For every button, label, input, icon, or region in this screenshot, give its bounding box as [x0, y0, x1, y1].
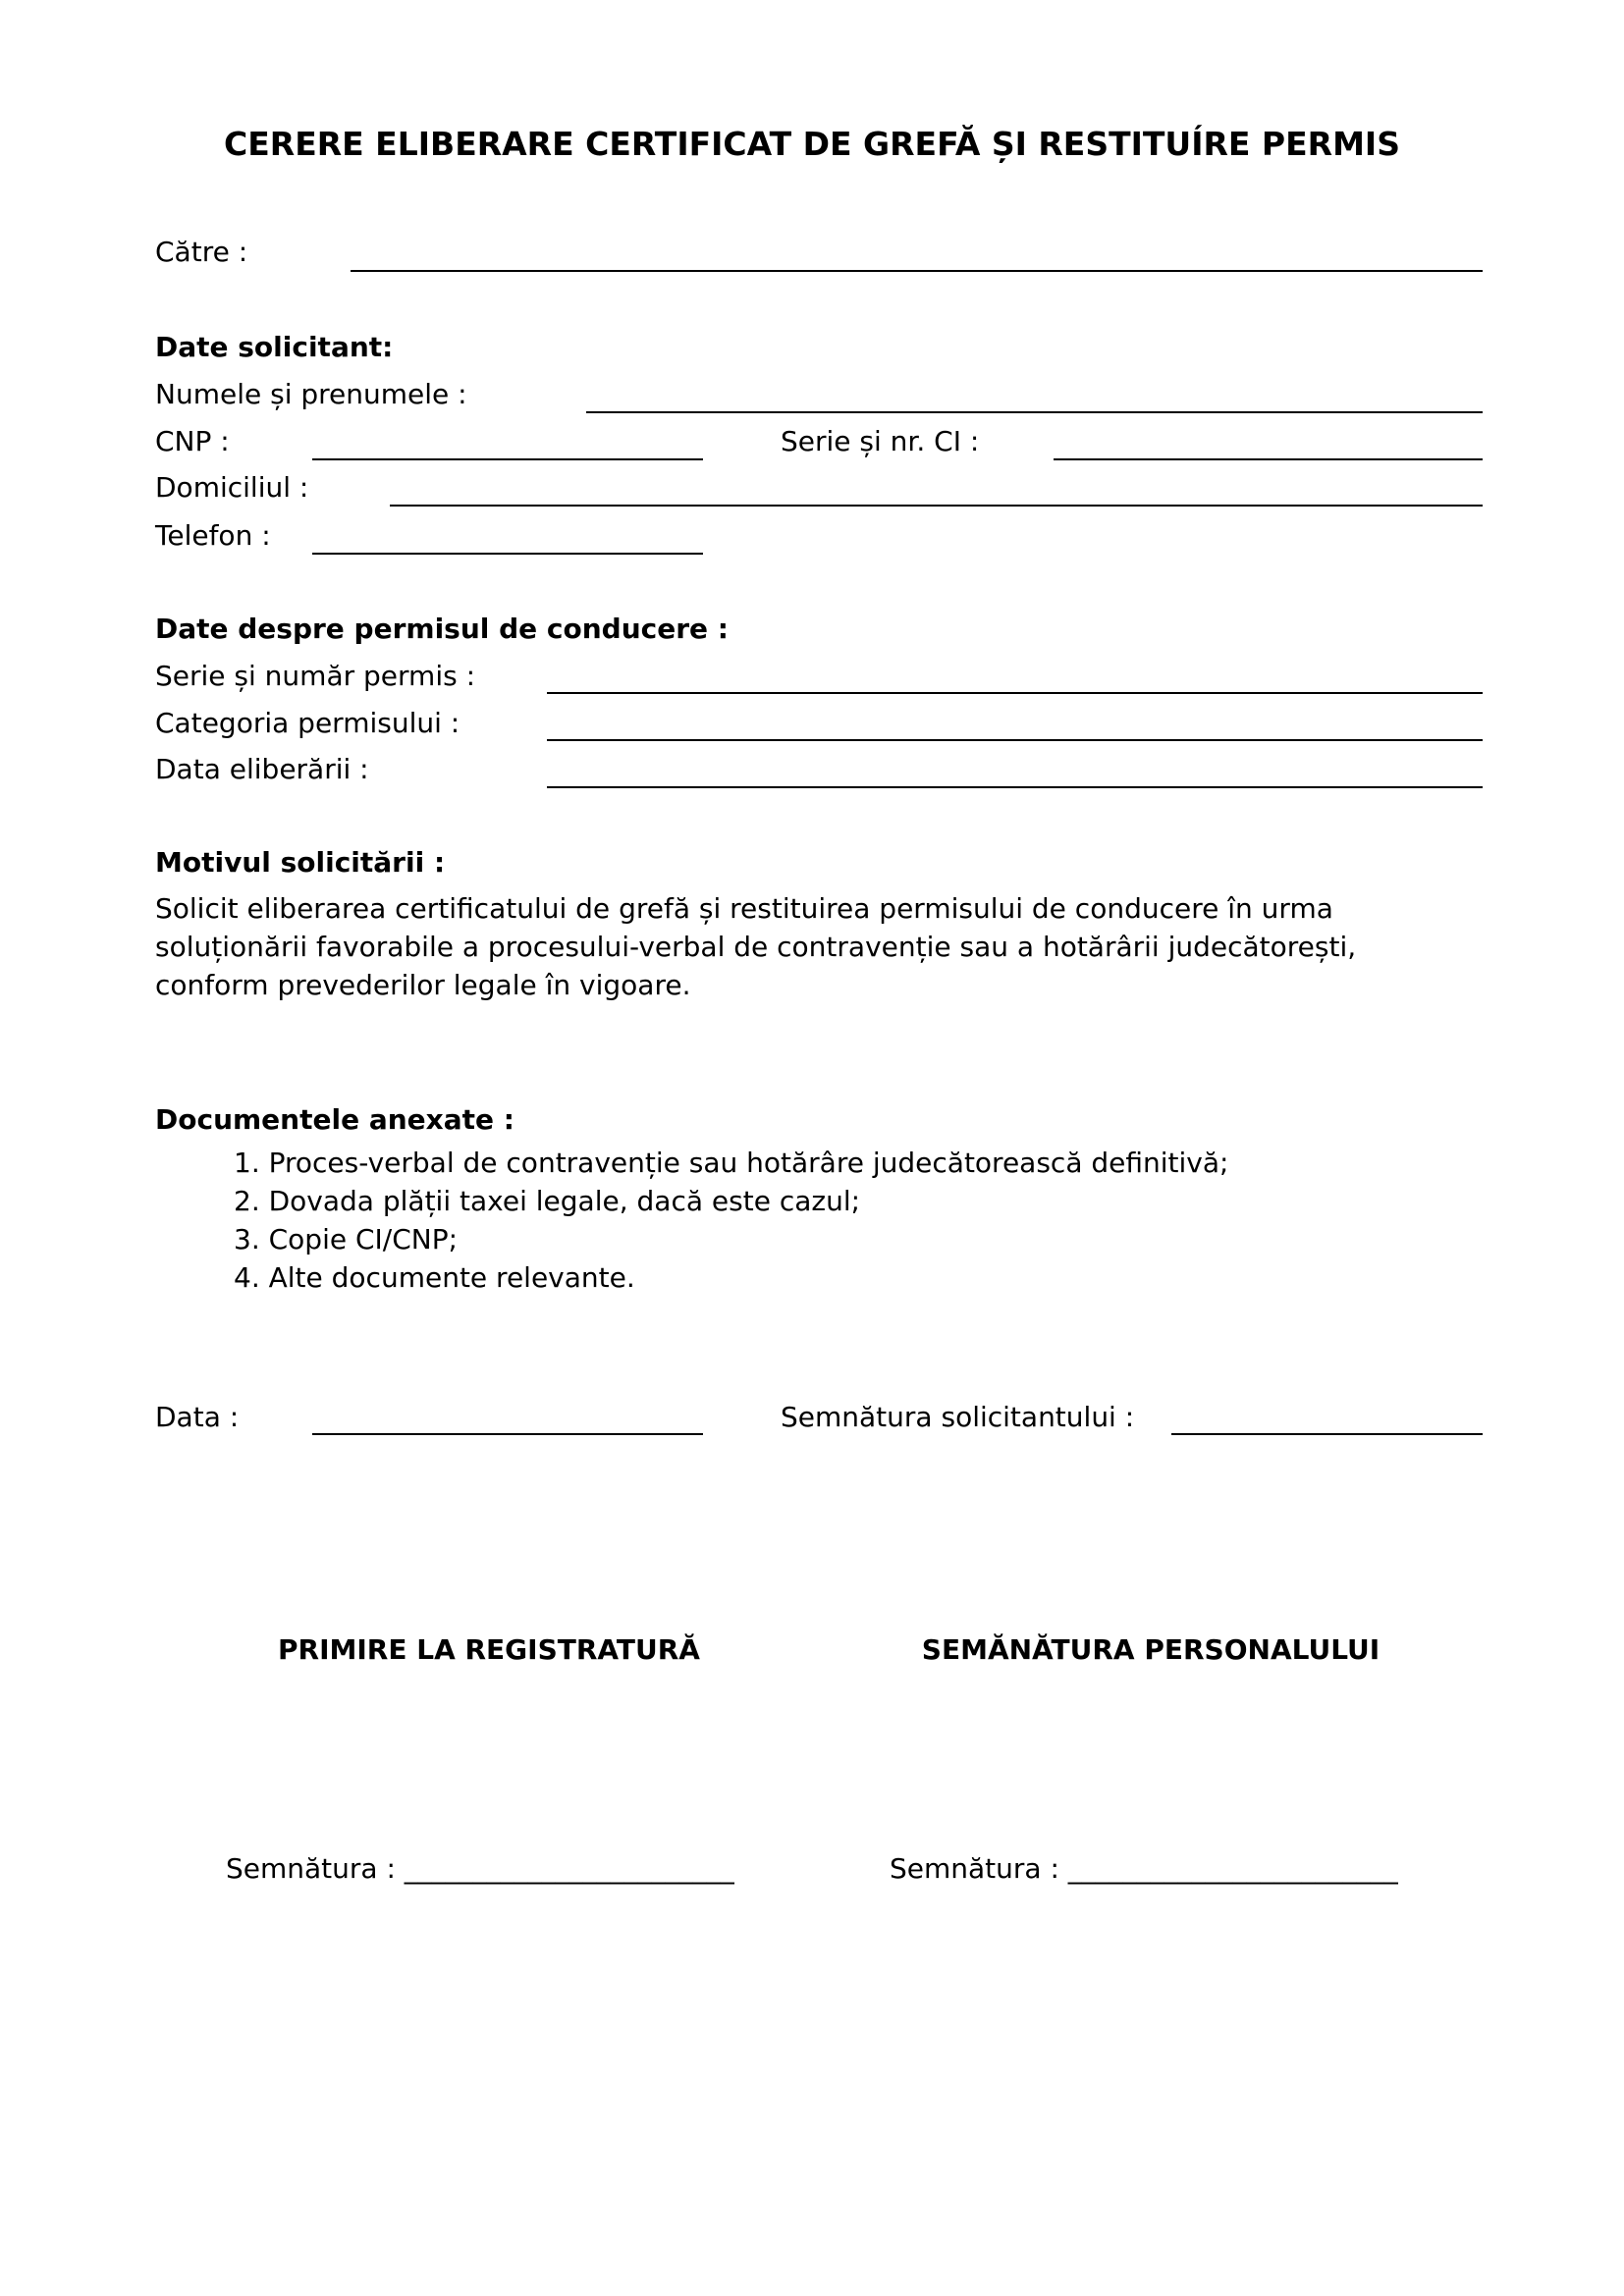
name-label: Numele și prenumele :	[155, 378, 467, 410]
license-category-label: Categoria permisului :	[155, 707, 460, 739]
license-category-field-line[interactable]	[547, 739, 1483, 741]
license-issue-date-field-line[interactable]	[547, 786, 1483, 788]
staff-signature-heading: SEMĂNĂTURA PERSONALULUI	[921, 1633, 1380, 1666]
license-heading: Date despre permisul de conducere :	[155, 613, 729, 645]
ci-field-line[interactable]	[1054, 458, 1483, 460]
cnp-field-line[interactable]	[312, 458, 703, 460]
staff-signature-line[interactable]: Semnătura : ________________________	[890, 1852, 1398, 1885]
reason-heading: Motivul solicitării :	[155, 846, 446, 879]
applicant-heading: Date solicitant:	[155, 331, 394, 363]
ci-label: Serie și nr. CI :	[781, 425, 980, 457]
attachments-list	[234, 1144, 1228, 1297]
license-series-field-line[interactable]	[547, 692, 1483, 694]
phone-label: Telefon :	[155, 519, 271, 552]
list-item: 1. Proces-verbal de contravenție sau hotărâre judecătorească definitivă;	[234, 1147, 1229, 1179]
catre-field-line[interactable]	[351, 270, 1483, 272]
applicant-signature-label: Semnătura solicitantului :	[781, 1401, 1135, 1433]
license-series-label: Serie și număr permis :	[155, 660, 476, 692]
name-field-line[interactable]	[586, 411, 1483, 413]
reason-line: Solicit eliberarea certificatului de grefă și restituirea permisului de conducere în urma	[155, 892, 1333, 925]
registry-signature-line[interactable]: Semnătura : ________________________	[226, 1852, 734, 1885]
date-label: Data :	[155, 1401, 240, 1433]
attachments-heading: Documentele anexate :	[155, 1103, 514, 1136]
address-field-line[interactable]	[390, 505, 1483, 507]
catre-label: Către :	[155, 236, 248, 268]
reason-paragraph	[155, 889, 1490, 1004]
list-item: 2. Dovada plății taxei legale, dacă este cazul;	[234, 1185, 861, 1217]
phone-field-line[interactable]	[312, 553, 703, 555]
registry-heading: PRIMIRE LA REGISTRATURĂ	[278, 1633, 700, 1666]
date-field-line[interactable]	[312, 1433, 703, 1435]
document-title: CERERE ELIBERARE CERTIFICAT DE GREFĂ ȘI RESTITUÍRE PERMIS	[224, 125, 1400, 163]
reason-line: conform prevederilor legale în vigoare.	[155, 969, 691, 1001]
cnp-label: CNP :	[155, 425, 230, 457]
reason-line: soluționării favorabile a procesului-verbal de contravenție sau a hotărârii judecătorești,	[155, 931, 1357, 963]
license-issue-date-label: Data eliberării :	[155, 753, 369, 785]
list-item: 4. Alte documente relevante.	[234, 1261, 635, 1294]
address-label: Domiciliul :	[155, 471, 309, 504]
list-item: 3. Copie CI/CNP;	[234, 1223, 459, 1255]
applicant-signature-line[interactable]	[1171, 1433, 1483, 1435]
